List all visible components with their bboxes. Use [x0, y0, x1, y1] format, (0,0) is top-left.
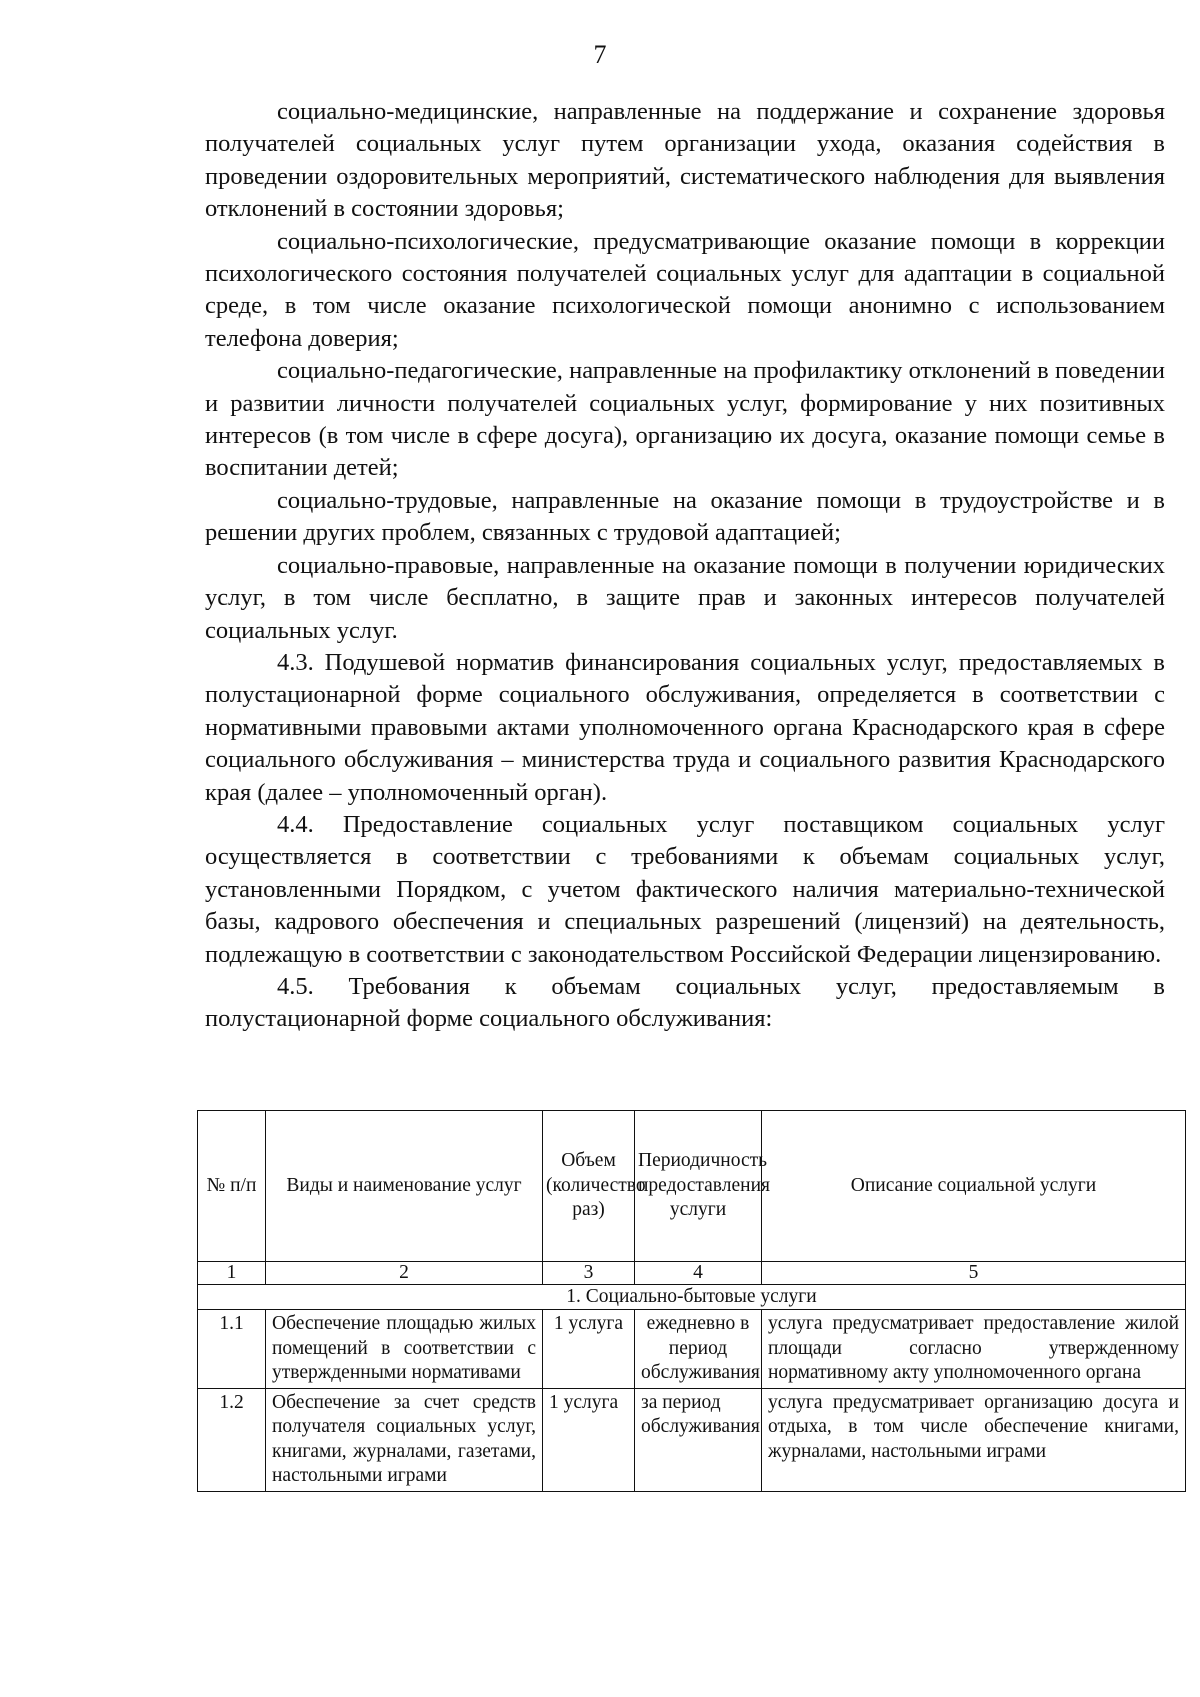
column-number-row	[198, 1262, 1186, 1285]
paragraph-4-4: 4.4. Предоставление социальных услуг поставщиком социальных услуг осуществляется в соответствии с требованиями к объемам социальных услуг, установленными Порядком, с учетом фактического наличия материально-технической базы, кадрового обеспечения и специальных разрешений (лицензий) на деятельность, подлежащую в соответствии с законодательством Российской Федерации лицензированию.	[205, 810, 1165, 968]
service-name: Обеспечение за счет средств получателя социальных услуг, книгами, журналами, газетами, настольными играми	[266, 1388, 543, 1491]
section-row	[198, 1285, 1186, 1310]
paragraph-4-3: 4.3. Подушевой норматив финансирования социальных услуг, предоставляемых в полустационарной форме социального обслуживания, определяется в соответствии с нормативными правовыми актами уполномоченного органа Краснодарского края в сфере социального обслуживания – министерства труда и социального развития Краснодарского края (далее – уполномоченный орган).	[205, 648, 1165, 806]
paragraph-4-5: 4.5. Требования к объемам социальных услуг, предоставляемым в полустационарной форме социального обслуживания:	[205, 972, 1165, 1033]
table-row	[198, 1388, 1186, 1491]
row-number: 1.1	[198, 1310, 266, 1389]
paragraph-social-legal: социально-правовые, направленные на оказание помощи в получении юридических услуг, в том числе бесплатно, в защите прав и законных интересов получателей социальных услуг.	[205, 551, 1165, 644]
column-number: 4	[635, 1262, 762, 1285]
column-number: 2	[266, 1262, 543, 1285]
service-periodicity: ежедневно в период обслуживания	[635, 1310, 762, 1389]
service-name: Обеспечение площадью жилых помещений в соответствии с утвержденными нормативами	[266, 1310, 543, 1389]
column-number: 5	[762, 1262, 1186, 1285]
header-volume: Объем (количество раз)	[543, 1111, 635, 1262]
header-periodicity: Периодичность предоставления услуги	[635, 1111, 762, 1262]
row-number: 1.2	[198, 1388, 266, 1491]
service-description: услуга предусматривает организацию досуга и отдыха, в том числе обеспечение книгами, журналами, настольными играми	[762, 1388, 1186, 1491]
paragraph-social-psychological: социально-психологические, предусматривающие оказание помощи в коррекции психологического состояния получателей социальных услуг для адаптации в социальной среде, в том числе оказание психологической помощи анонимно с использованием телефона доверия;	[205, 227, 1165, 352]
service-periodicity: за период обслуживания	[635, 1388, 762, 1491]
table-header-row	[198, 1111, 1186, 1262]
column-number: 1	[198, 1262, 266, 1285]
header-number: № п/п	[198, 1111, 266, 1262]
service-volume: 1 услуга	[543, 1388, 635, 1491]
body-text	[205, 96, 1165, 1036]
page-number: 7	[593, 40, 607, 69]
header-description: Описание социальной услуги	[762, 1111, 1186, 1262]
table-row	[198, 1310, 1186, 1389]
paragraph-social-medical: социально-медицинские, направленные на поддержание и сохранение здоровья получателей социальных услуг путем организации ухода, оказания содействия в проведении оздоровительных мероприятий, систематического наблюдения для выявления отклонений в состоянии здоровья;	[205, 98, 1165, 223]
service-description: услуга предусматривает предоставление жилой площади согласно утвержденному нормативному акту уполномоченного органа	[762, 1310, 1186, 1389]
section-title: 1. Социально-бытовые услуги	[198, 1285, 1186, 1310]
services-table	[197, 1110, 1186, 1492]
paragraph-social-labor: социально-трудовые, направленные на оказание помощи в трудоустройстве и в решении других проблем, связанных с трудовой адаптацией;	[205, 486, 1165, 547]
paragraph-social-pedagogical: социально-педагогические, направленные на профилактику отклонений в поведении и развитии личности получателей социальных услуг, формирование у них позитивных интересов (в том числе в сфере досуга), организацию их досуга, оказание помощи семье в воспитании детей;	[205, 357, 1165, 482]
column-number: 3	[543, 1262, 635, 1285]
service-volume: 1 услуга	[543, 1310, 635, 1389]
header-service-name: Виды и наименование услуг	[266, 1111, 543, 1262]
